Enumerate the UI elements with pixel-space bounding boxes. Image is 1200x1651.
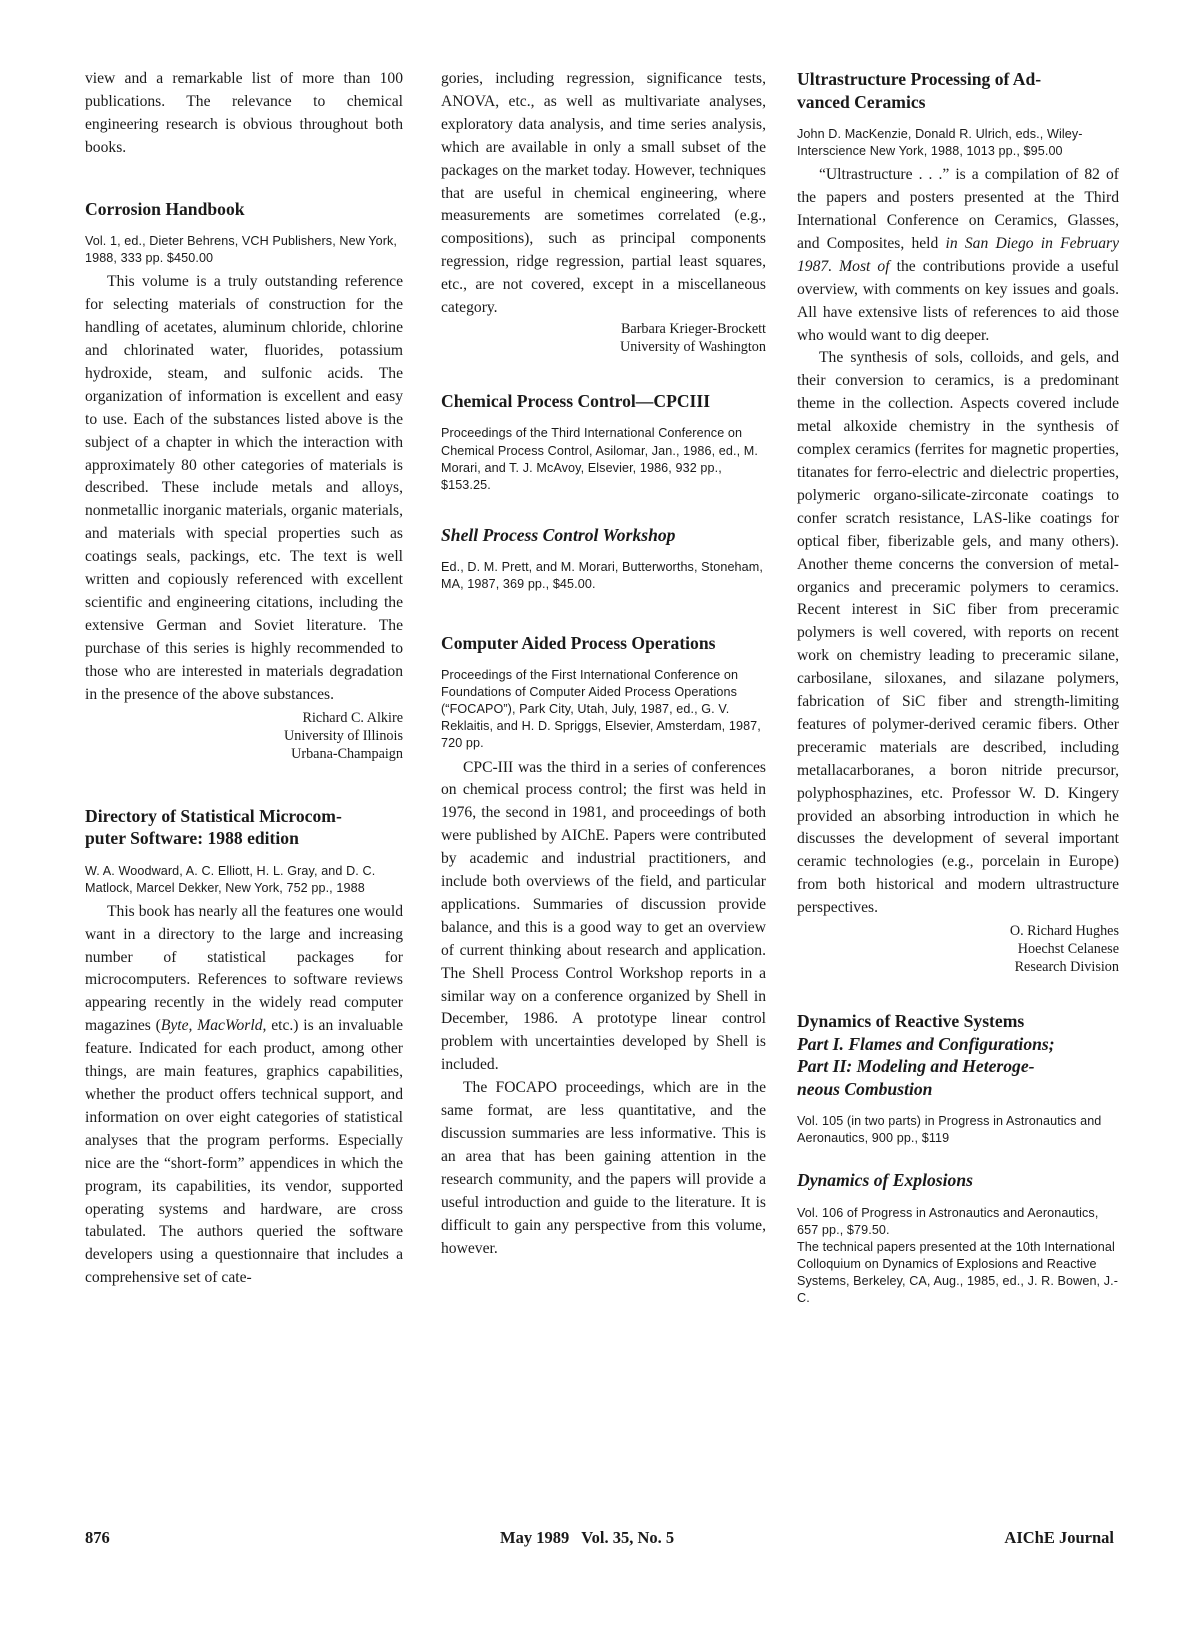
paragraph: “Ultrastructure . . .” is a compilation of 82 of the papers and posters presented at the Third International Conference on Ceramics, Glasses, and Composites, held in San Diego in February 1987. Most of the contributions provide a useful overview, with comments on key issues and goals. All have extensive lists of references to aid those who would want to dig deeper.	[797, 166, 1120, 344]
review-citation: Vol. 1, ed., Dieter Behrens, VCH Publishers, New York, 1988, 333 pp. $450.00	[85, 234, 397, 266]
review-citation: Proceedings of the Third International Conference on Chemical Process Control, Asilomar, Jan., 1986, ed., M. Morari, and T. J. McAvoy, Elsevier, 1986, 932 pp., $153.25.	[441, 426, 758, 492]
review-title: Shell Process Control Workshop	[441, 524, 676, 545]
review-title-line: Dynamics of Reactive Systems	[797, 1011, 1025, 1032]
paragraph: view and a remarkable list of more than 100 publications. The relevance to chemical engineering research is obvious throughout both books.	[85, 70, 403, 156]
review-title: Corrosion Handbook	[85, 198, 245, 219]
review-title: Computer Aided Process Operations	[441, 632, 716, 653]
review-shell-workshop	[441, 524, 766, 594]
review-title-line: Ultrastructure Processing of Ad-	[797, 69, 1042, 89]
reviewer-affiliation: University of Washington	[620, 338, 766, 355]
page-number: 876	[85, 1528, 110, 1547]
review-ultrastructure-ceramics	[797, 68, 1119, 976]
review-corrosion-handbook	[85, 198, 403, 763]
review-dynamics-of-explosions	[797, 1169, 1119, 1307]
review-citation: Ed., D. M. Prett, and M. Morari, Butterworths, Stoneham, MA, 1987, 369 pp., $45.00.	[441, 560, 763, 592]
reviewer-name: Richard C. Alkire	[302, 709, 403, 726]
review-title	[797, 1010, 1119, 1100]
review-cpc-iii	[441, 390, 766, 494]
continued-review-text	[85, 68, 403, 160]
paragraph: The synthesis of sols, colloids, and gels, and their conversion to ceramics, is a predominant theme in the collection. Aspects covered include metal alkoxide chemistry in the synthesis of complex ceramics (ferrites for magnetic properties, titanates for ferro-electric and dielectric properties, polymeric organo-silicate-zirconate coatings to confer scratch resistance, LAS-like coatings for optical fiber, fiberizable gels, and many others). Another theme concerns the conversion of metal-organics and preceramic polymers to ceramics. Recent interest in SiC fiber from preceramic polymers is well covered, with reports on recent work on chemistry leading to preceramic silane, carbosilane, siloxanes, and silazane polymers, fabrication of SiC fiber and strength-limiting features of polymer-derived ceramic fibers. Other preceramic materials are described, including metallacarboranes, a boron nitride precursor, polyphosphazines, etc. Professor W. D. Kingery provided an absorbing introduction in which he discusses the development of several important ceramic technologies (e.g., porcelain in Europe) from both historical and modern ultrastructure perspectives.	[797, 349, 1119, 917]
review-reactive-systems	[797, 1010, 1119, 1147]
review-subtitle-line: neous Combustion	[797, 1078, 933, 1099]
review-citation: Vol. 105 (in two parts) in Progress in Astronautics and Aeronautics, 900 pp., $119	[797, 1114, 1102, 1146]
review-statistical-software-directory	[85, 805, 403, 1291]
review-title: Chemical Process Control—CPCIII	[441, 390, 711, 411]
review-title-line: puter Software: 1988 edition	[85, 828, 299, 849]
review-citation: Vol. 106 of Progress in Astronautics and Aeronautics, 657 pp., $79.50.	[797, 1205, 1099, 1237]
column-1	[85, 68, 403, 1290]
review-title-line: vanced Ceramics	[797, 91, 926, 112]
paragraph: The FOCAPO proceedings, which are in the same format, are less quantitative, and the discussion summaries are less informative. This is an area that has been gaining attention in the research community, and the papers will provide a useful introduction and guide to the literature. It is difficult to gain any perspective from this volume, however.	[441, 1079, 766, 1257]
reviewer-signature	[85, 709, 403, 763]
reviewer-name: Barbara Krieger-Brockett	[620, 320, 766, 337]
review-title: Dynamics of Explosions	[797, 1170, 973, 1191]
reviewer-name: O. Richard Hughes	[1009, 923, 1119, 940]
paragraph: gories, including regression, significance tests, ANOVA, etc., as well as multivariate analyses, exploratory data analysis, and time series analysis, which are available in only a small subset of the packages on the market today. However, techniques that are useful in chemical engineering, where measurements are sometimes correlated (e.g., compositions), such as principal components regression, ridge regression, partial least squares, etc., are not covered, except in a miscellaneous category.	[441, 70, 766, 317]
journal-name: AIChE Journal	[1004, 1528, 1114, 1547]
issue-info: May 1989 Vol. 35, No. 5	[500, 1528, 675, 1547]
review-title-line: Directory of Statistical Microcom-	[85, 805, 342, 826]
review-subtitle-line: Part II: Modeling and Heteroge-	[797, 1056, 1035, 1077]
review-citation: The technical papers presented at the 10th International Colloquium on Dynamics of Explosions and Reactive Systems, Berkeley, CA, Aug., 1985, ed., J. R. Bowen, J.-C.	[797, 1239, 1119, 1306]
paragraph: This book has nearly all the features one would want in a directory to the large and increasing number of statistical packages for microcomputers. References to software reviews appearing recently in the widely read computer magazines (Byte, MacWorld, etc.) is an invaluable feature. Indicated for each product, among other things, are main features, graphics capabilities, whether the product offers technical support, and information on over eight categories of statistical analyses that the program performs. Especially nice are the “short-form” appendices in which the program, its capabilities, its vendor, supported operating systems and hardware, are cross tabulated. The authors queried the software developers using a questionnaire that includes a comprehensive set of cate-	[85, 902, 404, 1287]
reviewer-affiliation: Hoechst Celanese	[1017, 941, 1119, 958]
review-title	[797, 68, 1119, 113]
paragraph: This volume is a truly outstanding reference for selecting materials of construction for the handling of acetates, aluminum chloride, chlorine and chlorinated water, fluorides, potassium hydroxide, steam, and sulfonic acids. The organization of information is excellent and easy to use. Each of the substances listed above is the subject of a chapter in which the interaction with approximately 80 other categories of materials is described. These include metals and alloys, nonmetallic inorganic materials, organic materials, and materials with special properties such as coatings seals, packings, etc. The text is well written and copiously referenced with excellent scientific and engineering citations, including the extensive German and Soviet literature. The purchase of this series is highly recommended to those who are interested in materials degradation in the presence of the above substances.	[85, 273, 403, 703]
column-3	[797, 68, 1119, 1311]
reviewer-signature	[797, 922, 1119, 976]
review-title	[85, 805, 403, 850]
reviewer-affiliation: Urbana-Champaign	[291, 745, 403, 762]
column-2	[441, 68, 766, 1260]
continued-review-text	[441, 68, 766, 356]
review-citation: W. A. Woodward, A. C. Elliott, H. L. Gray, and D. C. Matlock, Marcel Dekker, New York, 752 pp., 1988	[85, 863, 376, 895]
review-subtitle-line: Part I. Flames and Configurations;	[797, 1033, 1055, 1054]
review-focapo	[441, 632, 766, 1261]
paragraph: CPC-III was the third in a series of conferences on chemical process control; the first was held in 1976, the second in 1981, and proceedings of both were published by AIChE. Papers were contributed by academic and industrial practitioners, and include both overviews of the field, and particular applications. Summaries of discussion provide balance, and this is a good way to get an overview of current thinking about research and application. The Shell Process Control Workshop reports in a similar way on a conference organized by Shell in December, 1986. A prototype linear control problem with uncertainties developed by Shell is included.	[441, 758, 766, 1074]
review-citation: Proceedings of the First International Conference on Foundations of Computer Aided Process Operations (“FOCAPO”), Park City, Utah, July, 1987, ed., G. V. Reklaitis, and H. D. Spriggs, Elsevier, Amsterdam, 1987, 720 pp.	[441, 668, 761, 751]
reviewer-affiliation: University of Illinois	[283, 727, 403, 744]
review-citation: John D. MacKenzie, Donald R. Ulrich, eds., Wiley-Interscience New York, 1988, 1013 pp., $95.00	[797, 127, 1083, 159]
reviewer-signature	[441, 320, 766, 356]
reviewer-affiliation: Research Division	[1014, 959, 1119, 976]
